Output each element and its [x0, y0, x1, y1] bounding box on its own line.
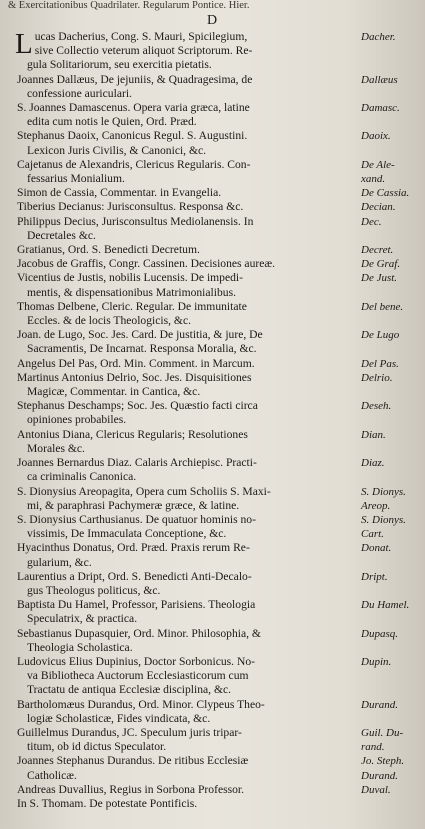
marginal-abbreviation-line: S. Dionys. [361, 485, 406, 498]
catalog-entry [0, 797, 425, 811]
catalog-entry [0, 215, 425, 243]
catalog-entries [0, 28, 425, 811]
marginal-abbreviation [361, 73, 421, 87]
entry-first-line: Stephanus Deschamps; Soc. Jes. Quæstio facti circa [17, 399, 258, 413]
marginal-abbreviation [361, 328, 421, 342]
catalog-entry [0, 570, 425, 598]
catalog-entry [0, 456, 425, 484]
entry-continuation-line: Speculatrix, & practica. [27, 612, 138, 626]
catalog-entry [0, 513, 425, 541]
marginal-abbreviation-line: Jo. Steph. [361, 755, 405, 768]
catalog-entry [0, 754, 425, 782]
marginal-abbreviation [361, 300, 421, 314]
marginal-abbreviation [361, 541, 421, 555]
entry-first-line: Simon de Cassia, Commentar. in Evangelia. [17, 186, 222, 200]
catalog-entry [0, 271, 425, 299]
catalog-entry [0, 30, 425, 73]
marginal-abbreviation-line: De Ale- [361, 158, 395, 171]
entry-continuation-line: ca criminalis Canonica. [27, 470, 137, 484]
marginal-abbreviation [361, 399, 421, 413]
entry-first-line: Antonius Diana, Clericus Regularis; Resolutiones [17, 427, 248, 441]
marginal-abbreviation-line: Dupasq. [361, 627, 398, 640]
entry-first-line: Philippus Decius, Jurisconsultus Mediolanensis. In [17, 214, 254, 228]
marginal-abbreviation [361, 655, 421, 669]
marginal-abbreviation-line: Decret. [361, 244, 394, 257]
marginal-abbreviation-line: Decian. [361, 201, 396, 214]
drop-capital: L [15, 28, 33, 60]
entry-first-line: Joan. de Lugo, Soc. Jes. Card. De justitia, & jure, De [17, 328, 263, 342]
catalog-entry [0, 428, 425, 456]
marginal-abbreviation-line: Del bene. [361, 300, 404, 313]
entry-continuation-line: mentis, & dispensationibus Matrimonialibus. [27, 285, 236, 299]
marginal-abbreviation [361, 627, 421, 641]
entry-continuation-line: Morales &c. [27, 441, 85, 455]
entry-continuation-line: Catholicæ. [27, 768, 77, 782]
entry-continuation-line: Decretales &c. [27, 228, 96, 242]
marginal-abbreviation-line: Du Hamel. [361, 599, 410, 612]
entry-first-line: Joannes Bernardus Diaz. Calaris Archiepisc. Practi- [17, 456, 257, 470]
marginal-abbreviation [361, 456, 421, 470]
marginal-abbreviation-line: De Just. [361, 272, 398, 285]
marginal-abbreviation [361, 215, 421, 229]
entry-continuation-line: Theologia Scholastica. [27, 640, 133, 654]
marginal-abbreviation-line: Dec. [361, 215, 382, 228]
marginal-abbreviation-line: Duval. [361, 783, 391, 796]
catalog-entry [0, 598, 425, 626]
catalog-entry [0, 101, 425, 129]
marginal-abbreviation [361, 257, 421, 271]
marginal-abbreviation [361, 101, 421, 115]
marginal-abbreviation-line: Delrio. [361, 371, 393, 384]
entry-first-line: Thomas Delbene, Cleric. Regular. De immunitate [17, 299, 247, 313]
marginal-abbreviation-line: Dian. [361, 428, 386, 441]
entry-continuation-line: titum, ob id dictus Speculator. [27, 740, 167, 754]
entry-first-line: Joannes Dallæus, De jejuniis, & Quadragesima, de [17, 72, 253, 86]
entry-first-line: Jacobus de Graffis, Congr. Cassinen. Decisiones aureæ. [17, 257, 276, 271]
marginal-abbreviation [361, 783, 421, 797]
marginal-abbreviation [361, 428, 421, 442]
marginal-abbreviation [361, 30, 421, 44]
running-header: & Exercitationibus Quadrilater. Regularum Pontice. Hier. [8, 0, 250, 11]
marginal-abbreviation [361, 200, 421, 214]
entry-first-line: Bartholomæus Durandus, Ord. Minor. Clypeus Theo- [17, 697, 265, 711]
entry-first-line: Joannes Stephanus Durandus. De ritibus Ecclesiæ [17, 754, 249, 768]
marginal-abbreviation-line: De Graf. [361, 258, 401, 271]
catalog-entry [0, 200, 425, 214]
marginal-abbreviation [361, 485, 421, 513]
marginal-abbreviation-line: Durand. [361, 698, 398, 711]
marginal-abbreviation-line: xand. [361, 173, 386, 186]
entry-continuation-line: Magicæ, Commentar. in Cantica, &c. [27, 385, 201, 399]
entry-first-line: Vicentius de Justis, nobilis Lucensis. De impedi- [17, 271, 243, 285]
entry-continuation-line: edita cum notis le Quien, Ord. Præd. [27, 115, 197, 129]
marginal-abbreviation-line: Dript. [361, 570, 388, 583]
entry-text: ucas Dacherius, Cong. S. Mauri, Spicilegium, [34, 30, 248, 43]
marginal-abbreviation [361, 513, 421, 541]
catalog-entry [0, 257, 425, 271]
marginal-abbreviation-line: Damasc. [361, 102, 400, 115]
entry-first-line: S. Dionysius Areopagita, Opera cum Scholiis S. Maxi- [17, 484, 271, 498]
catalog-entry [0, 783, 425, 797]
entry-first-line: Guillelmus Durandus, JC. Speculum juris tripar- [17, 725, 242, 739]
catalog-entry [0, 243, 425, 257]
entry-first-line: Ludovicus Elius Dupinius, Doctor Sorbonicus. No- [17, 654, 255, 668]
entry-first-line: S. Dionysius Carthusianus. De quatuor hominis no- [17, 512, 256, 526]
entry-first-line: Laurentius a Dript, Ord. S. Benedicti Anti-Decalo- [17, 569, 252, 583]
marginal-abbreviation-line: De Lugo [361, 329, 400, 342]
entry-continuation-line: gularium, &c. [27, 555, 92, 569]
marginal-abbreviation [361, 158, 421, 186]
catalog-entry [0, 485, 425, 513]
entry-continuation-line: sive Collectio veterum aliquot Scriptorum. Re- [34, 44, 253, 58]
entry-first-line: Cajetanus de Alexandris, Clericus Regularis. Con- [17, 157, 251, 171]
marginal-abbreviation-line: S. Dionys. [361, 513, 406, 526]
catalog-entry [0, 399, 425, 427]
catalog-entry [0, 158, 425, 186]
entry-continuation-line: va Bibliotheca Auctorum Ecclesiasticorum cum [27, 669, 249, 683]
marginal-abbreviation-line: Donat. [361, 542, 392, 555]
catalog-entry [0, 300, 425, 328]
catalog-entry [0, 186, 425, 200]
marginal-abbreviation-line: Daoix. [361, 130, 391, 143]
marginal-abbreviation-line: De Cassia. [361, 187, 410, 200]
entry-first-line: Stephanus Daoix, Canonicus Regul. S. Augustini. [17, 129, 248, 143]
marginal-abbreviation [361, 186, 421, 200]
marginal-abbreviation [361, 129, 421, 143]
entry-continuation-line: opiniones probabiles. [27, 413, 127, 427]
marginal-abbreviation-line: Areop. [361, 499, 391, 512]
marginal-abbreviation [361, 598, 421, 612]
catalog-entry [0, 541, 425, 569]
marginal-abbreviation [361, 371, 421, 385]
marginal-abbreviation [361, 698, 421, 712]
catalog-entry [0, 726, 425, 754]
entry-first-line: Tiberius Decianus: Jurisconsultus. Responsa &c. [17, 200, 244, 214]
section-letter: D [206, 13, 219, 28]
entry-first-line: In S. Thomam. De potestate Pontificis. [17, 796, 198, 810]
entry-first-line: Angelus Del Pas, Ord. Min. Comment. in Marcum. [17, 356, 255, 370]
marginal-abbreviation-line: Deseh. [361, 400, 392, 413]
entry-first-line: Sebastianus Dupasquier, Ord. Minor. Philosophia, & [17, 626, 261, 640]
marginal-abbreviation [361, 570, 421, 584]
catalog-entry [0, 627, 425, 655]
marginal-abbreviation-line: Dupin. [361, 655, 392, 668]
entry-first-line: Andreas Duvallius, Regius in Sorbona Professor. [17, 782, 245, 796]
marginal-abbreviation-line: Dallæus [361, 73, 398, 86]
entry-continuation-line: gus Theologus politicus, &c. [27, 583, 161, 597]
entry-first-line: Martinus Antonius Delrio, Soc. Jes. Disquisitiones [17, 370, 252, 384]
marginal-abbreviation-line: Diaz. [361, 457, 385, 470]
entry-continuation-line: Sacramentis, De Incarnat. Responsa Moralia, &c. [27, 342, 257, 356]
entry-continuation-line: gula Solitariorum, seu exercitia pietatis. [27, 58, 212, 72]
entry-first-line: Gratianus, Ord. S. Benedicti Decretum. [17, 243, 200, 257]
marginal-abbreviation-line: Durand. [361, 769, 398, 782]
entry-continuation-line: Eccles. & de locis Theologicis, &c. [27, 314, 191, 328]
marginal-abbreviation [361, 754, 421, 782]
catalog-entry [0, 328, 425, 356]
marginal-abbreviation [361, 357, 421, 371]
entry-first-line: S. Joannes Damascenus. Opera varia græca, latine [17, 101, 250, 115]
marginal-abbreviation-line: Guil. Du- [361, 726, 404, 739]
catalog-entry [0, 129, 425, 157]
marginal-abbreviation [361, 243, 421, 257]
catalog-entry [0, 73, 425, 101]
marginal-abbreviation [361, 271, 421, 285]
entry-continuation-line: fessarius Monialium. [27, 172, 125, 186]
marginal-abbreviation [361, 726, 421, 754]
entry-first-line: Hyacinthus Donatus, Ord. Præd. Praxis rerum Re- [17, 541, 250, 555]
marginal-abbreviation-line: rand. [361, 741, 385, 754]
catalog-entry [0, 357, 425, 371]
entry-continuation-line: vissimis, De Immaculata Conceptione, &c. [27, 527, 227, 541]
entry-continuation-line: confessione auriculari. [27, 86, 132, 100]
marginal-abbreviation-line: Del Pas. [361, 357, 399, 370]
entry-continuation-line: mi, & paraphrasi Pachymeræ græce, & latine. [27, 498, 240, 512]
marginal-abbreviation-line: Cart. [361, 528, 384, 541]
entry-continuation-line: Tractatu de antiqua Ecclesiæ disciplina, &c. [27, 683, 232, 697]
marginal-abbreviation-line: Dacher. [361, 31, 396, 43]
catalog-entry [0, 371, 425, 399]
catalog-entry [0, 698, 425, 726]
entry-first-line: Baptista Du Hamel, Professor, Parisiens. Theologia [17, 598, 256, 612]
entry-continuation-line: logiæ Scholasticæ, Fides vindicata, &c. [27, 711, 211, 725]
catalog-entry [0, 655, 425, 698]
entry-continuation-line: Lexicon Juris Civilis, & Canonici, &c. [27, 143, 207, 157]
